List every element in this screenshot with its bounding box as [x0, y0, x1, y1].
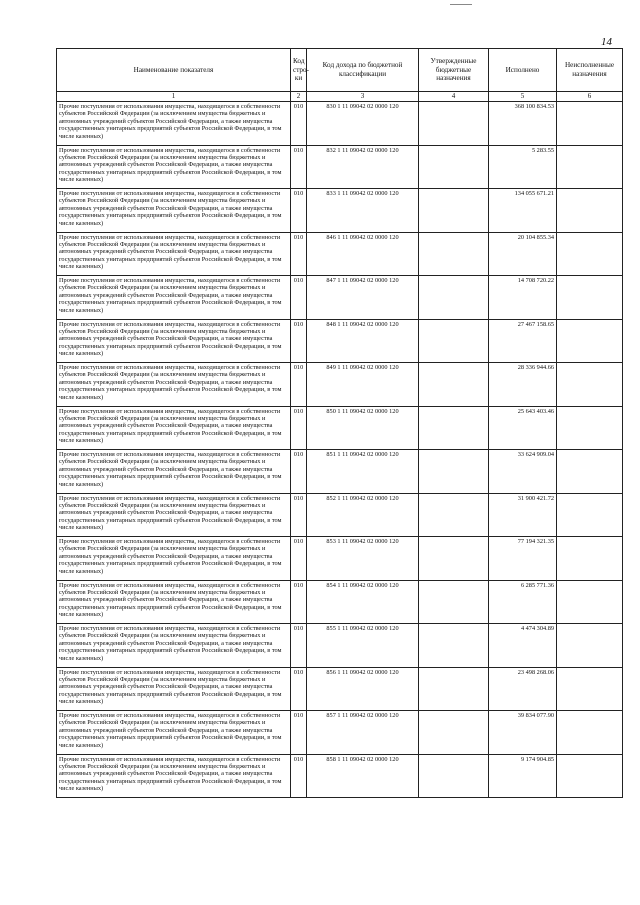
row-line-code: 010 — [291, 145, 307, 189]
row-name: Прочие поступления от использования имущества, находящегося в собственности субъектов Российской Федерации (за исключением имущества бюджетных и автономных учреждений субъектов Российской Федерации, а также имущества государственных унитарных предприятий субъектов Российской Федерации, в том числе казенных) — [57, 232, 291, 276]
row-executed: 33 624 909.04 — [489, 450, 557, 494]
row-executed: 5 283.55 — [489, 145, 557, 189]
row-name: Прочие поступления от использования имущества, находящегося в собственности субъектов Российской Федерации (за исключением имущества бюджетных и автономных учреждений субъектов Российской Федерации, а также имущества государственных унитарных предприятий субъектов Российской Федерации, в том числе казенных) — [57, 624, 291, 668]
row-unexecuted — [557, 537, 623, 581]
row-income-code: 854 1 11 09042 02 0000 120 — [307, 580, 419, 624]
row-income-code: 850 1 11 09042 02 0000 120 — [307, 406, 419, 450]
table-row — [57, 363, 623, 407]
row-income-code: 833 1 11 09042 02 0000 120 — [307, 189, 419, 233]
row-line-code: 010 — [291, 711, 307, 755]
row-approved — [419, 232, 489, 276]
row-name: Прочие поступления от использования имущества, находящегося в собственности субъектов Российской Федерации (за исключением имущества бюджетных и автономных учреждений субъектов Российской Федерации, а также имущества государственных унитарных предприятий субъектов Российской Федерации, в том числе казенных) — [57, 754, 291, 798]
row-executed: 25 643 403.46 — [489, 406, 557, 450]
row-income-code: 849 1 11 09042 02 0000 120 — [307, 363, 419, 407]
row-line-code: 010 — [291, 754, 307, 798]
row-name: Прочие поступления от использования имущества, находящегося в собственности субъектов Российской Федерации (за исключением имущества бюджетных и автономных учреждений субъектов Российской Федерации, а также имущества государственных унитарных предприятий субъектов Российской Федерации, в том числе казенных) — [57, 363, 291, 407]
row-executed: 31 900 421.72 — [489, 493, 557, 537]
row-line-code: 010 — [291, 319, 307, 363]
row-line-code: 010 — [291, 667, 307, 711]
row-unexecuted — [557, 624, 623, 668]
row-approved — [419, 363, 489, 407]
row-executed: 6 285 771.36 — [489, 580, 557, 624]
row-income-code: 853 1 11 09042 02 0000 120 — [307, 537, 419, 581]
row-executed: 14 708 720.22 — [489, 276, 557, 320]
row-income-code: 857 1 11 09042 02 0000 120 — [307, 711, 419, 755]
row-line-code: 010 — [291, 363, 307, 407]
row-name: Прочие поступления от использования имущества, находящегося в собственности субъектов Российской Федерации (за исключением имущества бюджетных и автономных учреждений субъектов Российской Федерации, а также имущества государственных унитарных предприятий субъектов Российской Федерации, в том числе казенных) — [57, 667, 291, 711]
table-row — [57, 580, 623, 624]
row-income-code: 847 1 11 09042 02 0000 120 — [307, 276, 419, 320]
row-unexecuted — [557, 276, 623, 320]
row-unexecuted — [557, 406, 623, 450]
table-row — [57, 493, 623, 537]
row-line-code: 010 — [291, 232, 307, 276]
row-approved — [419, 406, 489, 450]
row-line-code: 010 — [291, 580, 307, 624]
row-unexecuted — [557, 102, 623, 146]
row-approved — [419, 580, 489, 624]
row-approved — [419, 493, 489, 537]
header-income-code: Код дохода по бюджетной классификации — [307, 49, 419, 92]
row-approved — [419, 537, 489, 581]
table-header-row — [57, 49, 623, 92]
page-number: 14 — [601, 36, 612, 48]
table-row — [57, 319, 623, 363]
row-unexecuted — [557, 319, 623, 363]
header-unexecuted: Неисполненные назначения — [557, 49, 623, 92]
row-unexecuted — [557, 754, 623, 798]
column-number: 1 — [57, 92, 291, 102]
table-row — [57, 711, 623, 755]
table-row — [57, 537, 623, 581]
row-unexecuted — [557, 145, 623, 189]
row-approved — [419, 102, 489, 146]
row-approved — [419, 754, 489, 798]
column-number: 5 — [489, 92, 557, 102]
row-approved — [419, 711, 489, 755]
row-income-code: 848 1 11 09042 02 0000 120 — [307, 319, 419, 363]
table-row — [57, 189, 623, 233]
row-line-code: 010 — [291, 537, 307, 581]
row-income-code: 830 1 11 09042 02 0000 120 — [307, 102, 419, 146]
row-executed: 77 194 321.35 — [489, 537, 557, 581]
row-executed: 9 174 904.85 — [489, 754, 557, 798]
row-name: Прочие поступления от использования имущества, находящегося в собственности субъектов Российской Федерации (за исключением имущества бюджетных и автономных учреждений субъектов Российской Федерации, а также имущества государственных унитарных предприятий субъектов Российской Федерации, в том числе казенных) — [57, 145, 291, 189]
table-body — [57, 102, 623, 798]
row-executed: 27 467 158.65 — [489, 319, 557, 363]
row-executed: 20 104 855.34 — [489, 232, 557, 276]
row-income-code: 856 1 11 09042 02 0000 120 — [307, 667, 419, 711]
row-name: Прочие поступления от использования имущества, находящегося в собственности субъектов Российской Федерации (за исключением имущества бюджетных и автономных учреждений субъектов Российской Федерации, а также имущества государственных унитарных предприятий субъектов Российской Федерации, в том числе казенных) — [57, 319, 291, 363]
table-row — [57, 406, 623, 450]
row-unexecuted — [557, 189, 623, 233]
table-row — [57, 624, 623, 668]
row-name: Прочие поступления от использования имущества, находящегося в собственности субъектов Российской Федерации (за исключением имущества бюджетных и автономных учреждений субъектов Российской Федерации, а также имущества государственных унитарных предприятий субъектов Российской Федерации, в том числе казенных) — [57, 711, 291, 755]
row-line-code: 010 — [291, 189, 307, 233]
row-name: Прочие поступления от использования имущества, находящегося в собственности субъектов Российской Федерации (за исключением имущества бюджетных и автономных учреждений субъектов Российской Федерации, а также имущества государственных унитарных предприятий субъектов Российской Федерации, в том числе казенных) — [57, 450, 291, 494]
table-row — [57, 276, 623, 320]
row-name: Прочие поступления от использования имущества, находящегося в собственности субъектов Российской Федерации (за исключением имущества бюджетных и автономных учреждений субъектов Российской Федерации, а также имущества государственных унитарных предприятий субъектов Российской Федерации, в том числе казенных) — [57, 102, 291, 146]
report-table — [56, 48, 623, 798]
row-name: Прочие поступления от использования имущества, находящегося в собственности субъектов Российской Федерации (за исключением имущества бюджетных и автономных учреждений субъектов Российской Федерации, а также имущества государственных унитарных предприятий субъектов Российской Федерации, в том числе казенных) — [57, 537, 291, 581]
row-executed: 39 834 077.90 — [489, 711, 557, 755]
row-unexecuted — [557, 667, 623, 711]
header-name: Наименование показателя — [57, 49, 291, 92]
row-income-code: 858 1 11 09042 02 0000 120 — [307, 754, 419, 798]
row-executed: 4 474 304.89 — [489, 624, 557, 668]
row-unexecuted — [557, 363, 623, 407]
row-income-code: 851 1 11 09042 02 0000 120 — [307, 450, 419, 494]
row-unexecuted — [557, 493, 623, 537]
row-executed: 28 336 944.66 — [489, 363, 557, 407]
header-executed: Исполнено — [489, 49, 557, 92]
column-number: 6 — [557, 92, 623, 102]
row-approved — [419, 319, 489, 363]
row-executed: 23 498 268.06 — [489, 667, 557, 711]
table-row — [57, 667, 623, 711]
row-executed: 368 100 834.53 — [489, 102, 557, 146]
row-approved — [419, 667, 489, 711]
row-unexecuted — [557, 711, 623, 755]
column-number: 2 — [291, 92, 307, 102]
column-number: 4 — [419, 92, 489, 102]
row-approved — [419, 450, 489, 494]
row-name: Прочие поступления от использования имущества, находящегося в собственности субъектов Российской Федерации (за исключением имущества бюджетных и автономных учреждений субъектов Российской Федерации, а также имущества государственных унитарных предприятий субъектов Российской Федерации, в том числе казенных) — [57, 406, 291, 450]
row-line-code: 010 — [291, 276, 307, 320]
header-approved: Утвержденные бюджетные назначения — [419, 49, 489, 92]
column-number: 3 — [307, 92, 419, 102]
row-unexecuted — [557, 232, 623, 276]
table-row — [57, 145, 623, 189]
scan-artifact — [450, 4, 472, 5]
row-line-code: 010 — [291, 624, 307, 668]
table-row — [57, 754, 623, 798]
table-row — [57, 102, 623, 146]
row-name: Прочие поступления от использования имущества, находящегося в собственности субъектов Российской Федерации (за исключением имущества бюджетных и автономных учреждений субъектов Российской Федерации, а также имущества государственных унитарных предприятий субъектов Российской Федерации, в том числе казенных) — [57, 493, 291, 537]
table-row — [57, 450, 623, 494]
row-line-code: 010 — [291, 406, 307, 450]
row-income-code: 852 1 11 09042 02 0000 120 — [307, 493, 419, 537]
row-executed: 134 055 671.21 — [489, 189, 557, 233]
column-number-row — [57, 92, 623, 102]
row-approved — [419, 189, 489, 233]
table-row — [57, 232, 623, 276]
header-code: Код стро-ки — [291, 49, 307, 92]
row-income-code: 846 1 11 09042 02 0000 120 — [307, 232, 419, 276]
row-line-code: 010 — [291, 102, 307, 146]
row-income-code: 855 1 11 09042 02 0000 120 — [307, 624, 419, 668]
row-name: Прочие поступления от использования имущества, находящегося в собственности субъектов Российской Федерации (за исключением имущества бюджетных и автономных учреждений субъектов Российской Федерации, а также имущества государственных унитарных предприятий субъектов Российской Федерации, в том числе казенных) — [57, 276, 291, 320]
row-unexecuted — [557, 580, 623, 624]
row-approved — [419, 624, 489, 668]
row-income-code: 832 1 11 09042 02 0000 120 — [307, 145, 419, 189]
row-unexecuted — [557, 450, 623, 494]
row-name: Прочие поступления от использования имущества, находящегося в собственности субъектов Российской Федерации (за исключением имущества бюджетных и автономных учреждений субъектов Российской Федерации, а также имущества государственных унитарных предприятий субъектов Российской Федерации, в том числе казенных) — [57, 189, 291, 233]
row-line-code: 010 — [291, 450, 307, 494]
row-name: Прочие поступления от использования имущества, находящегося в собственности субъектов Российской Федерации (за исключением имущества бюджетных и автономных учреждений субъектов Российской Федерации, а также имущества государственных унитарных предприятий субъектов Российской Федерации, в том числе казенных) — [57, 580, 291, 624]
row-line-code: 010 — [291, 493, 307, 537]
row-approved — [419, 145, 489, 189]
row-approved — [419, 276, 489, 320]
